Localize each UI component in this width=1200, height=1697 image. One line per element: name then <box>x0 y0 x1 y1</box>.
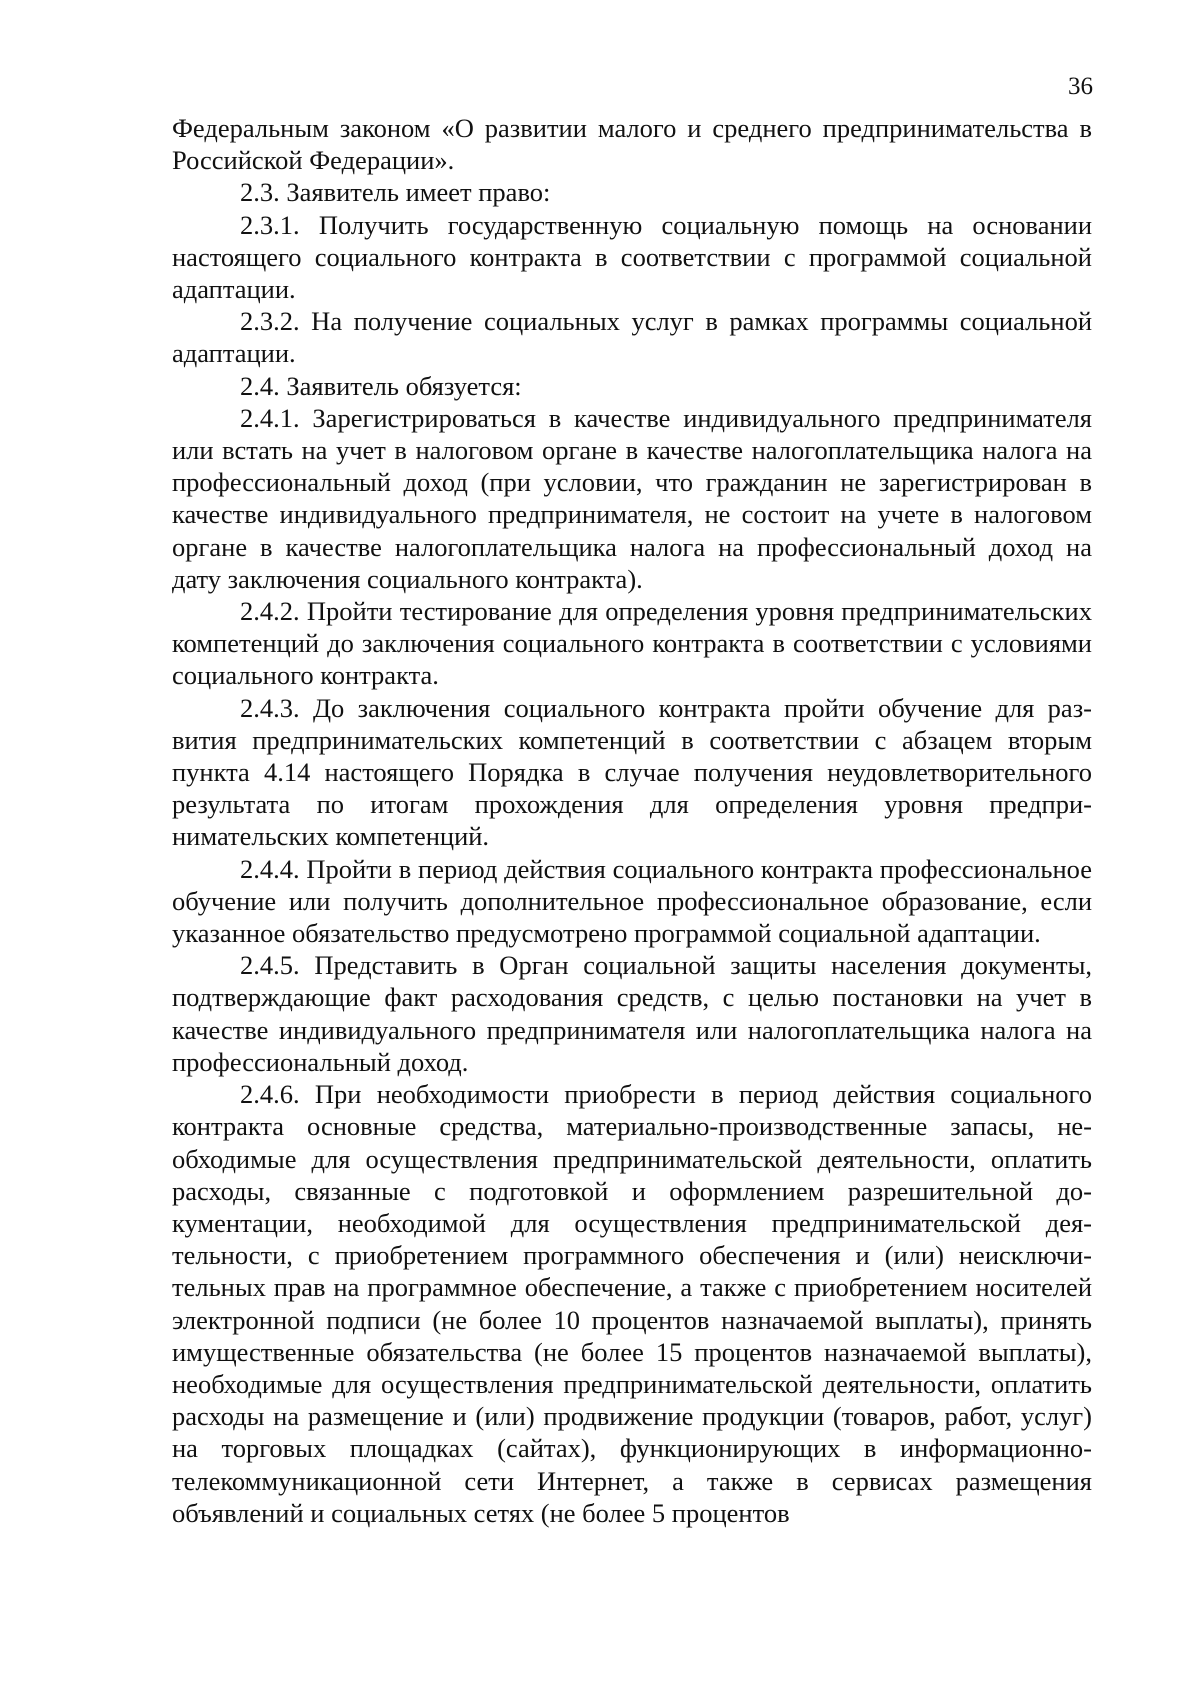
page-number: 36 <box>1068 73 1093 100</box>
paragraph-2-4-1: 2.4.1. Зарегистрироваться в качестве индивидуального предпринимателя или встать на учет в налоговом органе в качестве налогоплательщика налога на профессиональный доход (при условии, что гражданин не зарегистрирован в качестве индивидуального предпринимателя, не состоит на учете в налоговом органе в качестве налогоплательщика налога на профессиональный доход на дату заключения социального контракта). <box>172 402 1092 594</box>
paragraph-continuation: Федеральным законом «О развитии малого и среднего предпринимательства в Российской Федерации». <box>172 113 1092 176</box>
paragraph-2-4-3: 2.4.3. До заключения социального контракта пройти обучение для развития предпринимательских компетенций в соответствии с абзацем вторым пункта 4.14 настоящего Порядка в случае получения неудовлетворительного результата по итогам прохождения для определения уровня предпринимательских компетенций. <box>172 692 1092 852</box>
document-body <box>172 112 1092 1529</box>
paragraph-2-3-2: 2.3.2. На получение социальных услуг в рамках программы социальной адаптации. <box>172 306 1092 369</box>
paragraph-2-4-4: 2.4.4. Пройти в период действия социального контракта профессиональное обучение или получить дополнительное профессиональное образование, если указанное обязательство предусмотрено программой социальной адаптации. <box>172 853 1092 949</box>
paragraph-2-4-5: 2.4.5. Представить в Орган социальной защиты населения документы, подтверждающие факт расходования средств, с целью постановки на учет в качестве индивидуального предпринимателя или налогоплательщика налога на профессиональный доход. <box>172 950 1092 1077</box>
paragraph-2-4-2: 2.4.2. Пройти тестирование для определения уровня предпринимательских компетенций до заключения социального контракта в соответствии с условиями социального контракта. <box>172 596 1092 691</box>
paragraph-2-3-1: 2.3.1. Получить государственную социальную помощь на основании настоящего социального контракта в соответствии с программой социальной адаптации. <box>172 209 1092 305</box>
paragraph-2-4: 2.4. Заявитель обязуется: <box>240 370 522 401</box>
paragraph-2-3: 2.3. Заявитель имеет право: <box>240 177 551 208</box>
paragraph-2-4-6: 2.4.6. При необходимости приобрести в период действия социального контракта основные средства, материально-производственные запасы, необходимые для осуществления предпринимательской деятельности, оплатить расходы, связанные с подготовкой и оформлением разрешительной документации, необходимой для осуществления предпринимательской деятельности, с приобретением программного обеспечения и (или) неисключительных прав на программное обеспечение, а также с приобретением носителей электронной подписи (не более 10 процентов назначаемой выплаты), принять имущественные обязательства (не более 15 процентов назначаемой выплаты), необходимые для осуществления предпринимательской деятельности, оплатить расходы на размещение и (или) продвижение продукции (товаров, работ, услуг) на торговых площадках (сайтах), функционирующих в информационно-телекоммуникационной сети Интернет, а также в сервисах размещения объявлений и социальных сетях (не более 5 процентов <box>172 1079 1092 1528</box>
